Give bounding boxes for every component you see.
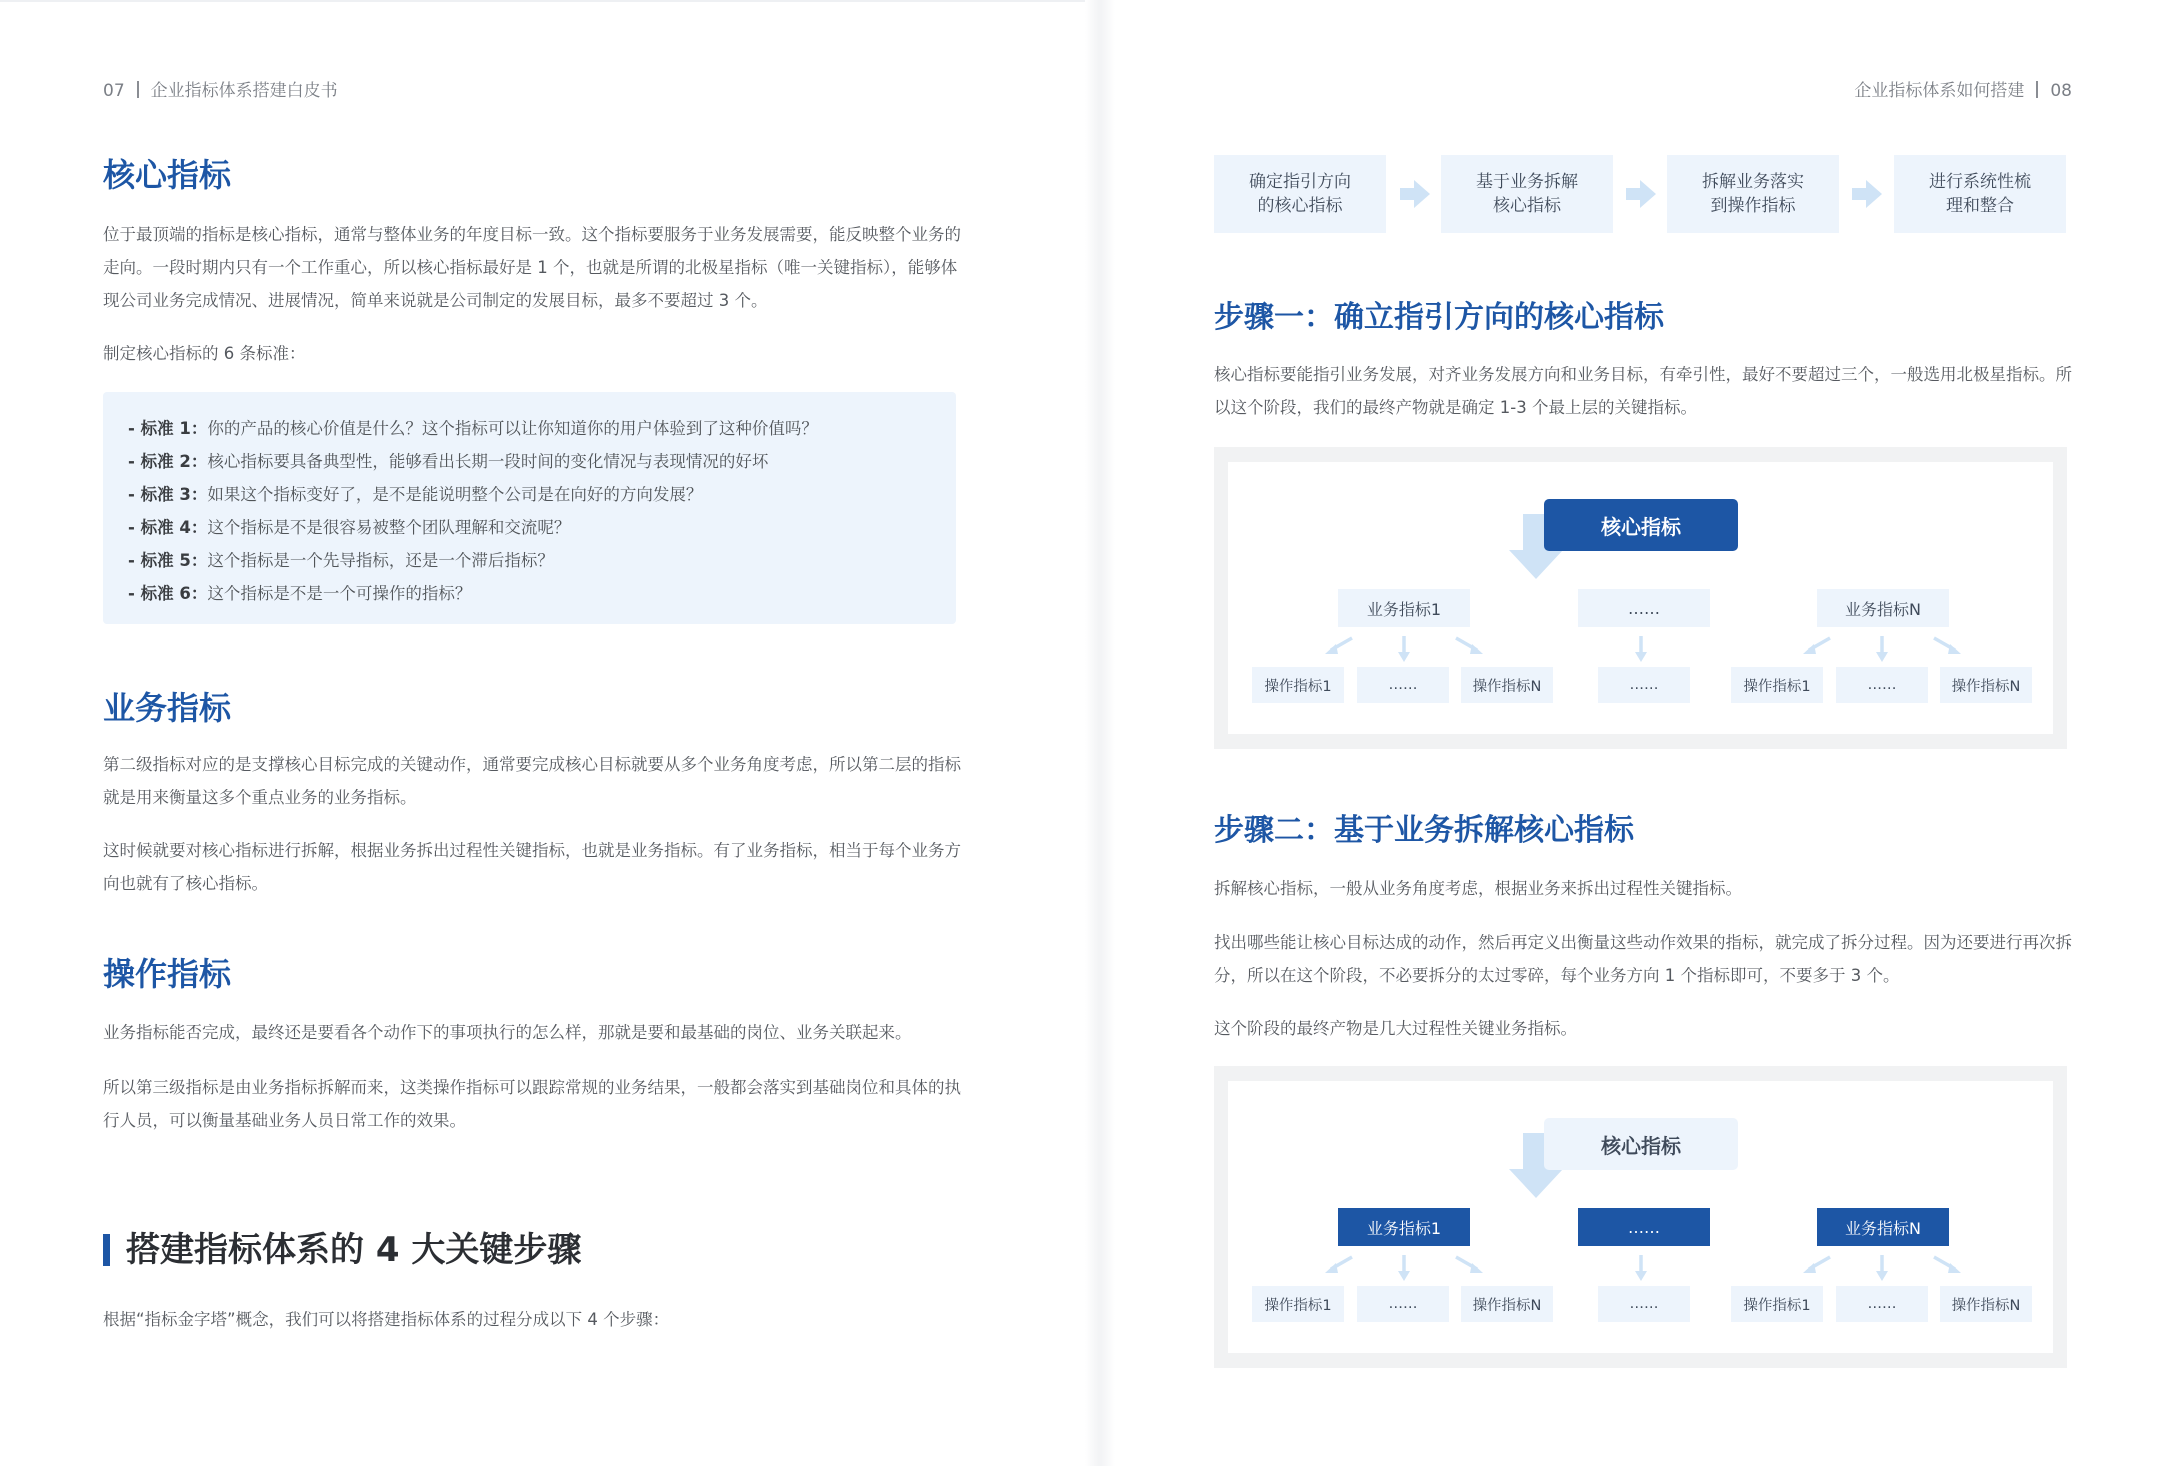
standard-item: - 标准 6：这个指标是不是一个可操作的指标？ <box>128 584 472 603</box>
right-page <box>1115 0 2160 1466</box>
left-page-number: 07 <box>103 81 125 101</box>
left-header-title: 企业指标体系搭建白皮书 <box>150 81 338 101</box>
business-metric-node: 业务指标N <box>1817 1208 1949 1246</box>
operation-metric-node: …… <box>1598 667 1690 703</box>
business-metric-node: 业务指标1 <box>1338 1208 1470 1246</box>
business-metric-node: …… <box>1578 589 1710 627</box>
business-metric-node: 业务指标N <box>1817 589 1949 627</box>
key-steps-title: 搭建指标体系的 4 大关键步骤 <box>103 1222 581 1271</box>
operation-metric-node: …… <box>1357 1286 1449 1322</box>
flow-step-3: 拆解业务落实 到操作指标 <box>1667 155 1839 233</box>
right-running-header <box>1854 76 2072 101</box>
operation-metric-node: 操作指标N <box>1940 1286 2032 1322</box>
operation-metric-node: 操作指标1 <box>1252 1286 1344 1322</box>
standard-item: - 标准 4：这个指标是不是很容易被整个团队理解和交流呢？ <box>128 518 571 537</box>
business-paragraph-1: 第二级指标对应的是支撑核心目标完成的关键动作，通常要完成核心目标就要从多个业务角度考虑，所以第二层的指标 就是用来衡量这多个重点业务的业务指标。 <box>103 755 961 807</box>
standards-box <box>103 392 956 624</box>
operation-metric-node: 操作指标1 <box>1731 667 1823 703</box>
operation-metric-node: 操作指标1 <box>1252 667 1344 703</box>
step1-heading: 步骤一：确立指引方向的核心指标 <box>1214 300 1664 335</box>
business-metric-node: 业务指标1 <box>1338 589 1470 627</box>
step1-paragraph: 核心指标要能指引业务发展，对齐业务发展方向和业务目标，有牵引性，最好不要超过三个，一般选用北极星指标。所 以这个阶段，我们的最终产物就是确定 1-3 个最上层的关键指标。 <box>1214 365 2072 417</box>
operation-heading: 操作指标 <box>103 955 232 993</box>
step2-heading: 步骤二：基于业务拆解核心指标 <box>1214 813 1634 848</box>
core-paragraph-2: 制定核心指标的 6 条标准： <box>103 344 306 363</box>
operation-metric-node: …… <box>1357 667 1449 703</box>
operation-metric-node: 操作指标N <box>1940 667 2032 703</box>
standards-list <box>128 412 818 610</box>
business-metric-node: …… <box>1578 1208 1710 1246</box>
core-heading: 核心指标 <box>103 156 232 194</box>
operation-metric-node: …… <box>1836 667 1928 703</box>
header-divider <box>2036 81 2038 98</box>
operation-metric-node: …… <box>1836 1286 1928 1322</box>
key-steps-intro: 根据“指标金字塔”概念，我们可以将搭建指标体系的过程分成以下 4 个步骤： <box>103 1310 670 1329</box>
flow-step-2: 基于业务拆解 核心指标 <box>1441 155 1613 233</box>
flow-step-4: 进行系统性梳 理和整合 <box>1894 155 2066 233</box>
business-heading: 业务指标 <box>103 689 232 727</box>
operation-metric-node: 操作指标N <box>1461 667 1553 703</box>
standard-item: - 标准 5：这个指标是一个先导指标，还是一个滞后指标？ <box>128 551 554 570</box>
core-metric-node: 核心指标 <box>1544 499 1738 551</box>
flow-arrow-icon <box>1852 180 1882 208</box>
flow-step-1: 确定指引方向 的核心指标 <box>1214 155 1386 233</box>
operation-metric-node: 操作指标N <box>1461 1286 1553 1322</box>
standard-item: - 标准 1：你的产品的核心价值是什么？这个指标可以让你知道你的用户体验到了这种价值吗？ <box>128 419 818 438</box>
standard-item: - 标准 2：核心指标要具备典型性，能够看出长期一段时间的变化情况与表现情况的好坏 <box>128 452 769 471</box>
core-metric-node: 核心指标 <box>1544 1118 1738 1170</box>
operation-metric-node: 操作指标1 <box>1731 1286 1823 1322</box>
flow-arrow-icon <box>1400 180 1430 208</box>
right-header-title: 企业指标体系如何搭建 <box>1854 81 2025 101</box>
hierarchy-diagram-1 <box>1214 447 2067 749</box>
title-accent-bar <box>103 1234 110 1266</box>
business-paragraph-2: 这时候就要对核心指标进行拆解，根据业务拆出过程性关键指标，也就是业务指标。有了业务指标，相当于每个业务方 向也就有了核心指标。 <box>103 841 961 893</box>
hierarchy-diagram-2 <box>1214 1066 2067 1368</box>
standard-item: - 标准 3：如果这个指标变好了，是不是能说明整个公司是在向好的方向发展？ <box>128 485 703 504</box>
operation-paragraph-2: 所以第三级指标是由业务指标拆解而来，这类操作指标可以跟踪常规的业务结果，一般都会落实到基础岗位和具体的执 行人员，可以衡量基础业务人员日常工作的效果。 <box>103 1078 961 1130</box>
step2-paragraph-2: 找出哪些能让核心目标达成的动作，然后再定义出衡量这些动作效果的指标，就完成了拆分过程。因为还要进行再次拆 分，所以在这个阶段，不必要拆分的太过零碎，每个业务方向 1 个指标即可，不要多于 3 个。 <box>1214 933 2072 985</box>
step2-paragraph-3: 这个阶段的最终产物是几大过程性关键业务指标。 <box>1214 1019 1577 1038</box>
flow-arrow-icon <box>1626 180 1656 208</box>
header-divider <box>137 81 139 98</box>
left-running-header <box>103 76 338 101</box>
core-paragraph-1: 位于最顶端的指标是核心指标，通常与整体业务的年度目标一致。这个指标要服务于业务发展需要，能反映整个业务的 走向。一段时期内只有一个工作重心，所以核心指标最好是 1 个，也就是所谓的北极星指标（唯一关键指标），能够体 现公司业务完成情况、进展情况，简单来说就是公司制定的发展目标，最多不要超过 3 个。 <box>103 225 961 310</box>
right-page-number: 08 <box>2050 81 2072 101</box>
step2-paragraph-1: 拆解核心指标，一般从业务角度考虑，根据业务来拆出过程性关键指标。 <box>1214 879 1742 898</box>
operation-paragraph-1: 业务指标能否完成，最终还是要看各个动作下的事项执行的怎么样，那就是要和最基础的岗位、业务关联起来。 <box>103 1023 912 1042</box>
operation-metric-node: …… <box>1598 1286 1690 1322</box>
